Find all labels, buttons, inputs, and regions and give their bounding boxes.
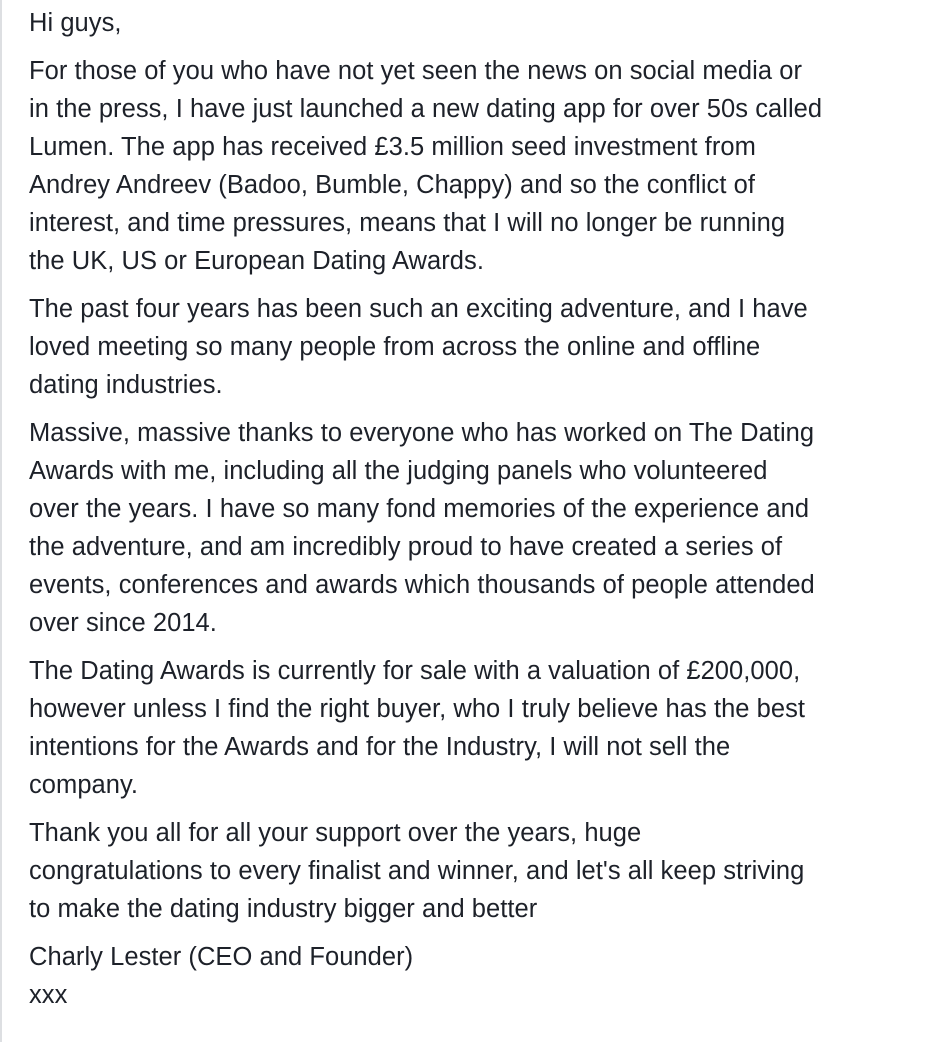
post-signature: Charly Lester (CEO and Founder)	[29, 943, 414, 971]
post-greeting: Hi guys,	[29, 9, 122, 37]
post-paragraph-3: Massive, massive thanks to everyone who has worked on The Dating Awards with me, including all the judging panels who volunteered over the years. I have so many fond memories of the experience and the adventure, and am incredibly proud to have created a series of events, conferences and awards which thousands of people attended over since 2014.	[29, 419, 815, 637]
post-paragraph-5: Thank you all for all your support over the years, huge congratulations to every finalist and winner, and let's all keep striving to make the dating industry bigger and better	[29, 819, 805, 923]
post-signoff: xxx	[29, 981, 68, 1009]
post-paragraph-4: The Dating Awards is currently for sale with a valuation of £200,000, however unless I find the right buyer, who I truly believe has the best intentions for the Awards and for the Industry, I will not sell the company.	[29, 657, 806, 799]
post-paragraph-2: The past four years has been such an exciting adventure, and I have loved meeting so many people from across the online and offline dating industries.	[29, 295, 808, 399]
post-paragraph-1: For those of you who have not yet seen the news on social media or in the press, I have just launched a new dating app for over 50s called Lumen. The app has received £3.5 million seed investment from Andrey Andreev (Badoo, Bumble, Chappy) and so the conflict of interest, and time pressures, means that I will no longer be running the UK, US or European Dating Awards.	[29, 57, 823, 275]
